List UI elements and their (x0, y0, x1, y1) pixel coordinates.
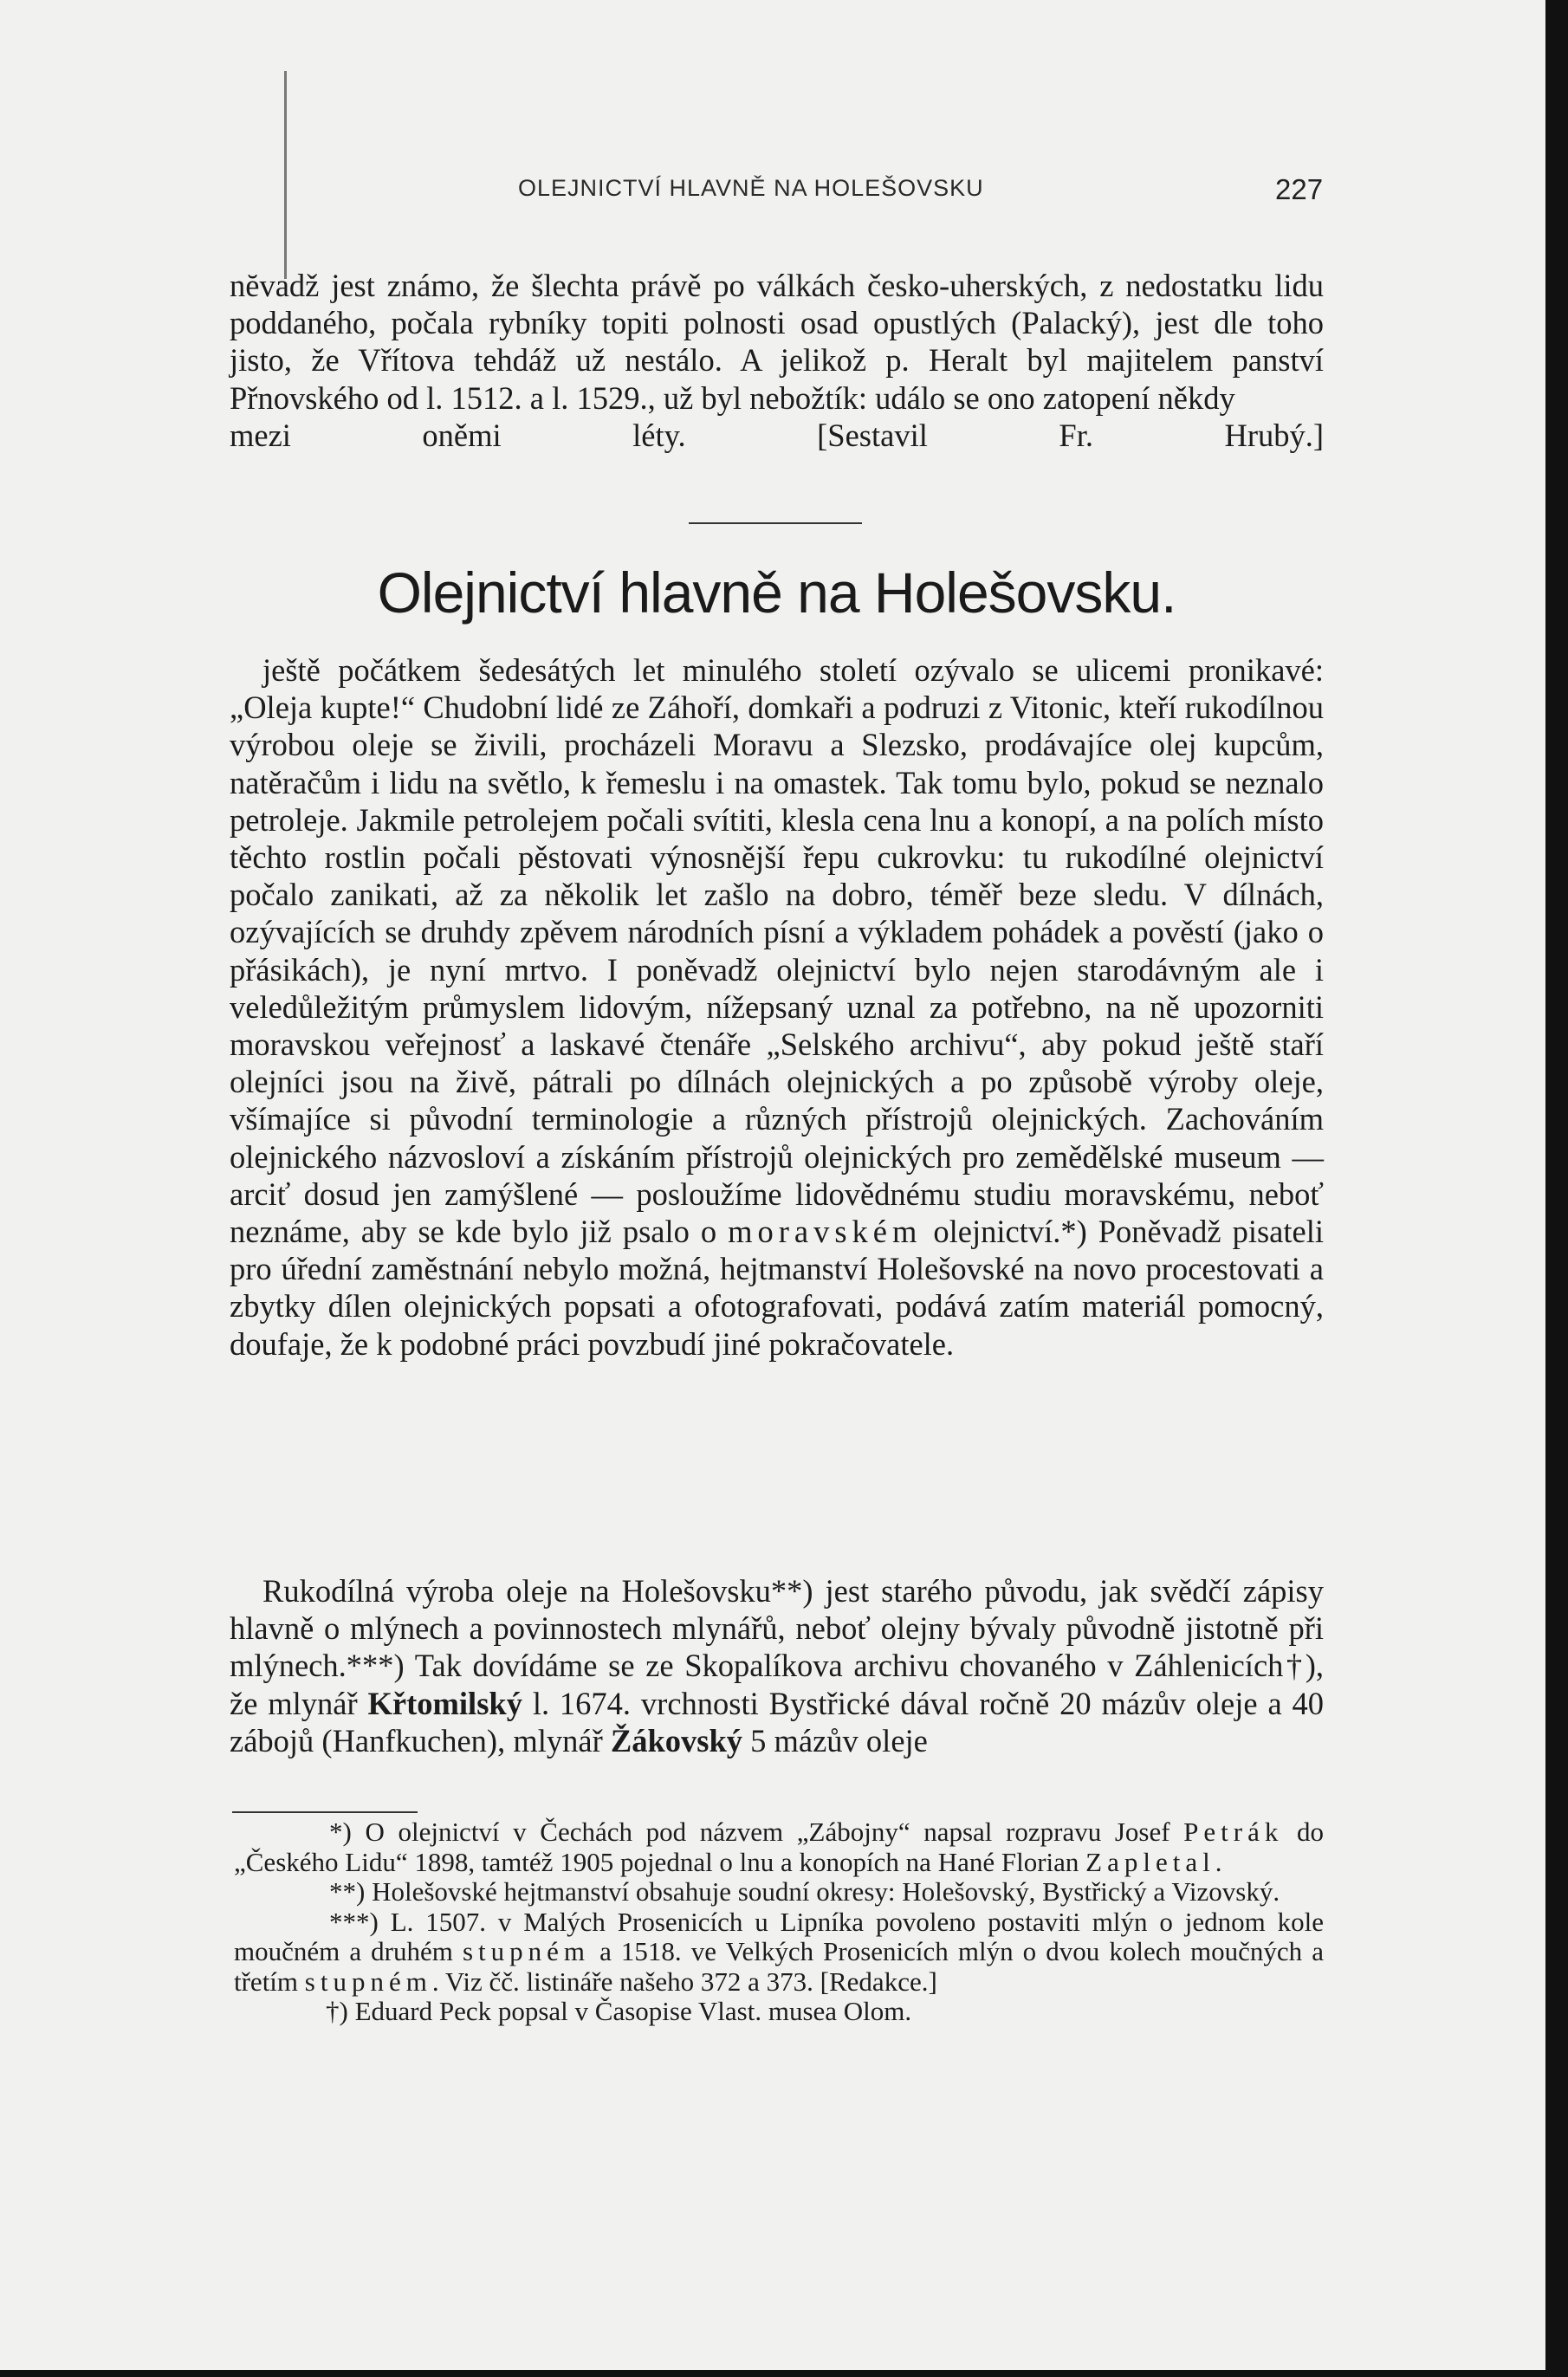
miller-name-2: Žákovský (610, 1722, 743, 1758)
paragraph-2-text (230, 1572, 1324, 1759)
spaced-word: moravském (728, 1214, 923, 1250)
article-paragraph-1 (230, 651, 1324, 1363)
footnote-rule (232, 1811, 418, 1813)
spaced-name: Zapletal (1085, 1846, 1215, 1877)
previous-article-ending (230, 267, 1324, 454)
spaced-name: Petrák (1183, 1817, 1284, 1847)
paragraph-2-part-c: 5 mázův oleje (750, 1722, 928, 1758)
paragraph-2-part-a: Rukodílná výroba oleje na Holešovsku**) jest starého původu, jak svědčí zápisy hlavně o mlýnech a povinnostech mlynářů, neboť olejny bývaly původně jistotně při mlýnech.***) Tak dovídáme se ze Skopalíkova archivu chovaného v Záhlenicích†), že mlynář (230, 1573, 1324, 1721)
footnote-2: **) Holešovské hejtmanství obsahuje soudní okresy: Holešovský, Bystřický a Vizovský. (329, 1876, 1280, 1907)
paragraph-1-text (230, 651, 1324, 1363)
spaced-word: stupném (462, 1936, 590, 1966)
footnote-1: *) O olejnictví v Čechách pod názvem „Zábojny“ napsal rozpravu Josef Petrák do „Českého Lidu“ 1898, tamtéž 1905 pojednal o lnu a konopích na Hané Florian Zapletal. (234, 1817, 1324, 1877)
article-title: Olejnictví hlavně na Holešovsku. (377, 560, 1176, 625)
spaced-word: stupném (304, 1966, 432, 1997)
page-number: 227 (1275, 173, 1324, 205)
miller-name-1: Křtomilský (367, 1685, 522, 1721)
paragraph-1-body: ještě počátkem šedesátých let minulého století ozývalo se ulicemi pronikavé: „Oleja kupte!“ Chudobní lidé ze Záhoří, domkaři a podruzi z Vitonic, kteří rukodílnou výrobou oleje se živili, procházeli Moravu a Slezsko, prodávajíce olej kupcům, natěračům i lidu na světlo, k řemeslu i na omastek. Tak tomu bylo, pokud se neznalo petroleje. Jakmile petrolejem počali svítiti, klesla cena lnu a konopí, a na polích místo těchto rostlin počali pěstovati výnosnější řepu cukrovku: tu rukodílné olejnictví počalo zanikati, až za několik let zašlo na dobro, téměř beze sledu. V dílnách, ozývajících se druhdy zpěvem národních písní a výkladem pohádek a pověstí (jako o přásikách), je nyní mrtvo. I poněvadž olejnictví bylo nejen starodávným ale i veledůležitým průmyslem lidovým, nížepsaný uznal za potřebno, na ně upozorniti moravskou veřejnosť a laskavé čtenáře „Selského archivu“, aby pokud ještě staří olejníci jsou na živě, pátrali po dílnách olejnických a po způsobě výroby oleje, všímajíce si původní terminologie a různých přístrojů olejnických. Zachováním olejnického názvosloví a získáním přístrojů olejnických pro zemědělské museum — arciť dosud jen zamýšlené — posloužíme lidovědnému studiu moravskému, neboť neznáme, aby se kde bylo již psalo o (230, 652, 1324, 1250)
margin-rule (284, 71, 287, 279)
footnote-3: ***) L. 1507. v Malých Prosenicích u Lipníka povoleno postaviti mlýn o jednom kole moučném a druhém stupném a 1518. ve Velkých Prosenicích mlýn o dvou kolech moučných a třetím stupném. Viz čč. listináře našeho 372 a 373. [Redakce.] (234, 1906, 1325, 1997)
paragraph-2-part-b: l. 1674. vrchnosti Bystřické dával ročně 20 mázův oleje a 40 zábojů (Hanfkuchen), mlynář (230, 1685, 1324, 1758)
scan-edge-right (1545, 0, 1568, 2377)
author-signature: [Sestavil Fr. Hrubý.] (817, 417, 1324, 453)
scan-edge-bottom (0, 2370, 1568, 2377)
footnotes (234, 1817, 1324, 2027)
footnote-4: †) Eduard Peck popsal v Časopise Vlast. musea Olom. (326, 1996, 912, 2026)
section-divider (689, 522, 862, 524)
running-head: OLEJNICTVÍ HLAVNĚ NA HOLEŠOVSKU (518, 175, 984, 201)
article-paragraph-2 (230, 1572, 1324, 1759)
previous-article-last-line (230, 417, 1324, 454)
last-line-text: mezi oněmi léty. (230, 417, 686, 453)
previous-article-paragraph: nĕvadž jest známo, že šlechta právě po válkách česko-uherských, z nedostatku lidu poddaného, počala rybníky topiti polnosti osad opustlých (Palacký), jest dle toho jisto, že Vřítova tehdáž už nestálo. A jelikož p. Heralt byl majitelem panství Přnovského od l. 1512. a l. 1529., už byl nebožtík: událo se ono zatopení někdy (230, 268, 1324, 416)
paragraph-1-end: olejnictví.*) Poněvadž pisateli pro úřední zaměstnání nebylo možná, hejtmanství Holešovské na novo procestovati a zbytky dílen olejnických popsati a ofotografovati, podává zatím materiál pomocný, doufaje, že k podobné práci povzbudí jiné pokračovatele. (230, 1214, 1325, 1362)
